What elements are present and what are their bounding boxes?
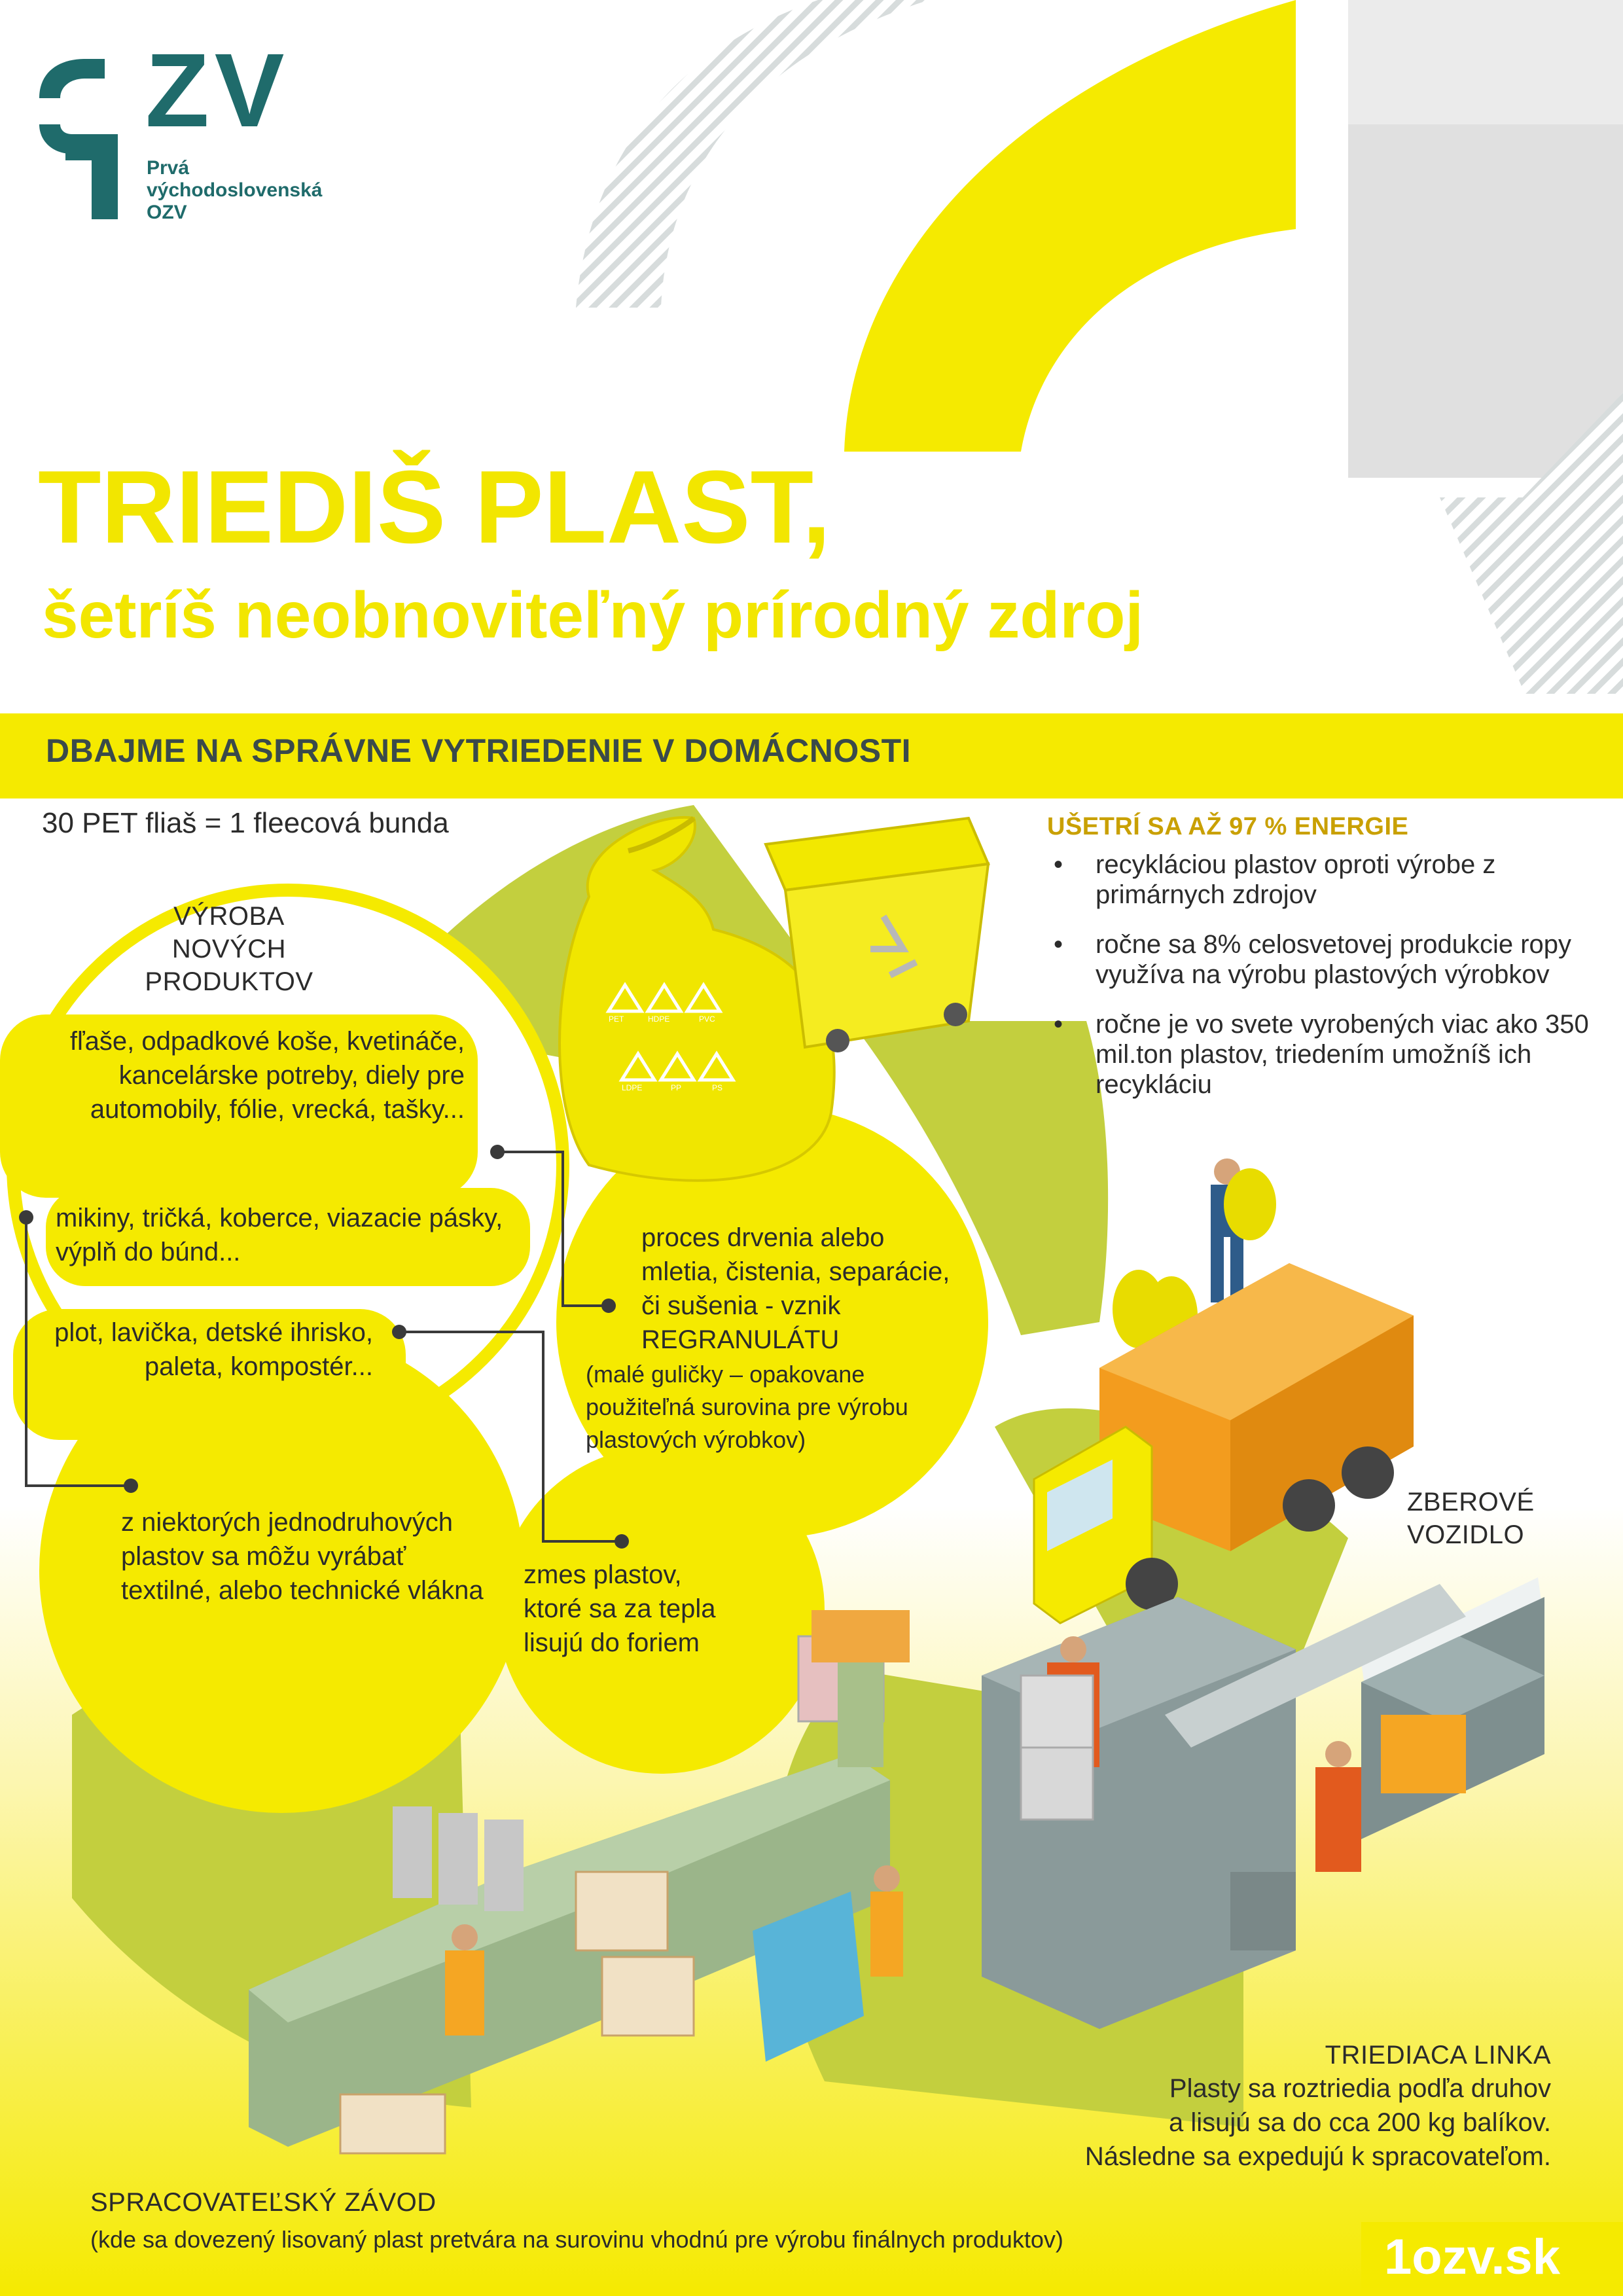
bag-code-ldpe: LDPE	[622, 1083, 643, 1092]
vehicle-label	[1407, 1486, 1535, 1551]
products-a-text: fľaše, odpadkové koše, kvetináče, kancelárske potreby, diely pre automobily, fólie, vrecká, tašky...	[69, 1027, 465, 1124]
pet-note: 30 PET fliaš = 1 fleecová bunda	[42, 807, 449, 839]
plant-heading: SPRACOVATEĽSKÝ ZÁVOD	[90, 2188, 437, 2217]
page-subtitle: šetríš neobnoviteľný prírodný zdroj	[42, 579, 1144, 652]
energy-bullet: • ročne je vo svete vyrobených viac ako 350 mil.ton plastov, triedením umožníš ich recykláciu	[1047, 1009, 1590, 1100]
vehicle-label-line1: ZBEROVÉ	[1407, 1488, 1535, 1516]
products-c-text: plot, lavička, detské ihrisko, paleta, kompostér...	[54, 1318, 373, 1381]
sorting-text-line3: Následne sa expedujú k spracovateľom.	[1084, 2142, 1551, 2171]
process-note: (malé guličky – opakovane použiteľná surovina pre výrobu plastových výrobkov)	[586, 1361, 908, 1453]
logo-line2: východoslovenská	[147, 179, 323, 201]
connector-dot-3	[392, 1325, 406, 1339]
energy-heading: UŠETRÍ SA AŽ 97 % ENERGIE	[1047, 813, 1409, 840]
hatch-arc-top	[576, 0, 929, 308]
sorting-text-line2: a lisujú sa do cca 200 kg balíkov.	[1168, 2108, 1551, 2137]
bag-code-pp: PP	[671, 1083, 682, 1092]
production-heading	[98, 900, 360, 998]
sorting-heading: TRIEDIACA LINKA	[1325, 2041, 1551, 2070]
plant-note: (kde sa dovezený lisovaný plast pretvára na surovinu vhodnú pre výrobu finálnych produktov)	[90, 2226, 1063, 2253]
logo-letters: ZV	[145, 31, 290, 149]
yellow-arc-top	[844, 0, 1296, 452]
grey-top-strip	[1348, 0, 1623, 124]
sorting-label	[982, 2039, 1551, 2174]
connector-dot-4	[615, 1534, 629, 1549]
mix-text: zmes plastov, ktoré sa za tepla lisujú do foriem	[524, 1560, 716, 1657]
fibers-text: z niektorých jednodruhových plastov sa môžu vyrábať textilné, alebo technické vlákna	[121, 1508, 484, 1605]
production-heading-line1: VÝROBA	[173, 902, 285, 931]
connector-dot-2	[601, 1299, 616, 1313]
energy-bullet: • ročne sa 8% celosvetovej produkcie ropy využíva na výrobu plastových výrobkov	[1047, 929, 1590, 990]
bag-code-ps: PS	[712, 1083, 723, 1092]
energy-bullet: • recykláciou plastov oproti výrobe z primárnych zdrojov	[1047, 850, 1590, 910]
footer-url[interactable]: 1ozv.sk	[1384, 2229, 1560, 2285]
production-heading-line2: NOVÝCH	[171, 935, 287, 963]
logo-line1: Prvá	[147, 157, 190, 179]
vehicle-label-line2: VOZIDLO	[1407, 1520, 1525, 1549]
bag-code-pet: PET	[609, 1014, 624, 1024]
process-text: proces drvenia alebo mletia, čistenia, separácie, či sušenia - vznik REGRANULÁTU	[641, 1223, 950, 1354]
bag-code-hdpe: HDPE	[648, 1014, 670, 1024]
connector-dot-6	[124, 1479, 138, 1493]
production-heading-line3: PRODUKTOV	[145, 967, 313, 996]
sorting-text-line1: Plasty sa roztriedia podľa druhov	[1169, 2074, 1551, 2103]
products-b-text: mikiny, tričká, koberce, viazacie pásky, výplň do búnd...	[56, 1204, 503, 1266]
band-heading: DBAJME NA SPRÁVNE VYTRIEDENIE V DOMÁCNOSTI	[46, 732, 912, 769]
connector-dot-5	[19, 1210, 33, 1225]
logo-line3: OZV	[147, 202, 187, 223]
energy-bullets	[1047, 850, 1590, 1119]
logo-mark	[39, 59, 118, 219]
page-title: TRIEDIŠ PLAST,	[38, 450, 831, 565]
connector-dot-1	[490, 1145, 505, 1159]
bag-code-pvc: PVC	[699, 1014, 715, 1024]
